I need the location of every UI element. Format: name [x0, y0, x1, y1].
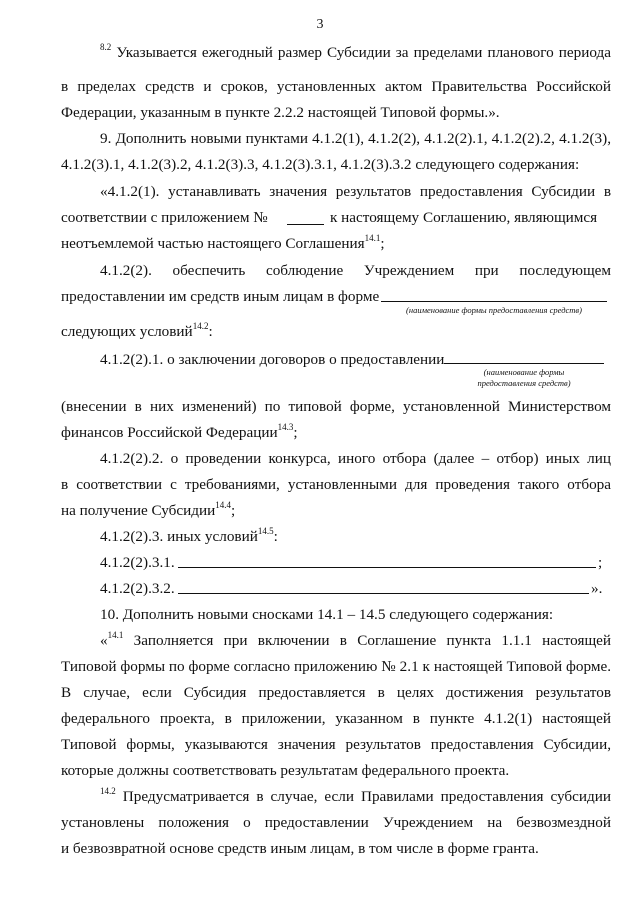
footnote-8-2-line-1: $^{8.2}$ Указывается ежегодный размер Субсидии за пределами планового периода [100, 41, 611, 61]
footnote-14-1-line-4: федерального проекта, в приложении, указанном в пункте 4.1.2(1) настоящей [61, 710, 611, 727]
clause-4-1-2-2-line-3: следующих условий$^{14.2}$: [61, 320, 213, 340]
clause-4-1-2-2-3: 4.1.2(2).3. иных условий$^{14.5}$: [100, 525, 278, 545]
blank-line [381, 301, 607, 302]
clause-4-1-2-1-line-1: «4.1.2(1). устанавливать значения результатов предоставления Субсидии в [100, 183, 611, 200]
footnote-14-1-line-2: Типовой формы по форме согласно приложению № 2.1 к настоящей Типовой форме. [61, 658, 611, 675]
clause-4-1-2-1-line-2-end: к настоящему Соглашению, являющимся [330, 209, 598, 226]
clause-4-1-2-2-line-2: предоставлении им средств иным лицам в форме [61, 288, 380, 305]
footnote-14-2-line-2: установлены положения о предоставлении Учреждением на безвозмездной [61, 814, 611, 831]
form-caption-b: предоставления средств) [477, 378, 571, 388]
clause-4-1-2-2-2-line-3: на получение Субсидии$^{14.4}$; [61, 499, 236, 519]
page-number: 3 [316, 17, 324, 32]
clause-4-1-2-2-3-1: 4.1.2(2).3.1. [100, 554, 175, 571]
clause-4-1-2-2-3-2-end: ». [591, 580, 603, 597]
footnote-8-2-line-2: в пределах средств и сроков, установленных актом Правительства Российской [61, 78, 611, 95]
clause-4-1-2-2-1-line-1: 4.1.2(2).1. о заключении договоров о предоставлении [100, 351, 445, 368]
footnote-14-2-line-3: и безвозвратной основе средств иным лицам, в том числе в форме гранта. [61, 840, 539, 857]
footnote-marker: 8.2 [100, 41, 112, 52]
clause-4-1-2-2-3-2: 4.1.2(2).3.2. [100, 580, 175, 597]
footnote-14-1-line-6: которые должны соответствовать результатам федерального проекта. [61, 762, 510, 779]
clause-4-1-2-2-1-line-2: (внесении в них изменений) по типовой форме, установленной Министерством [61, 398, 611, 415]
clause-4-1-2-1-line-2: соответствии с приложением № [61, 209, 268, 226]
footnote-8-2-line-3: Федерации, указанным в пункте 2.2.2 настоящей Типовой формы.». [61, 104, 500, 121]
item-9-line-1: 9. Дополнить новыми пунктами 4.1.2(1), 4.1.2(2), 4.1.2(2).1, 4.1.2(2).2, 4.1.2(3), [100, 130, 611, 147]
blank-line [444, 363, 604, 364]
clause-4-1-2-1-line-3: неотъемлемой частью настоящего Соглашения$^{14.1}$; [61, 232, 385, 252]
form-caption-a: (наименование формы [483, 367, 565, 377]
form-caption: (наименование формы предоставления средств) [406, 305, 582, 315]
blank-line [178, 593, 589, 594]
clause-4-1-2-2-line-1: 4.1.2(2). обеспечить соблюдение Учреждением при последующем [100, 262, 611, 279]
clause-4-1-2-2-3-1-end: ; [598, 554, 603, 571]
item-9-line-2: 4.1.2(3).1, 4.1.2(3).2, 4.1.2(3).3, 4.1.2(3).3.1, 4.1.2(3).3.2 следующего содержания: [61, 156, 580, 173]
clause-4-1-2-2-2-line-2: в соответствии с требованиями, установленными для проведения такого отбора [61, 476, 611, 493]
clause-4-1-2-2-2-line-1: 4.1.2(2).2. о проведении конкурса, иного отбора (далее – отбор) иных лиц [100, 450, 611, 467]
footnote-14-1-line-1: «$^{14.1}$ Заполняется при включении в Соглашение пункта 1.1.1 настоящей [100, 629, 612, 649]
footnote-14-1-line-5: Типовой формы, указываются значения результатов предоставления Субсидии, [61, 736, 611, 753]
footnote-14-1-line-3: В случае, если Субсидия предоставляется в целях достижения результатов [61, 684, 611, 701]
footnote-14-2-line-1: $^{14.2}$ Предусматривается в случае, если Правилами предоставления субсидии [100, 785, 612, 805]
blank-line [287, 224, 324, 225]
item-10: 10. Дополнить новыми сносками 14.1 – 14.5 следующего содержания: [100, 606, 554, 623]
clause-4-1-2-2-1-line-3: финансов Российской Федерации$^{14.3}$; [61, 421, 298, 441]
blank-line [178, 567, 596, 568]
